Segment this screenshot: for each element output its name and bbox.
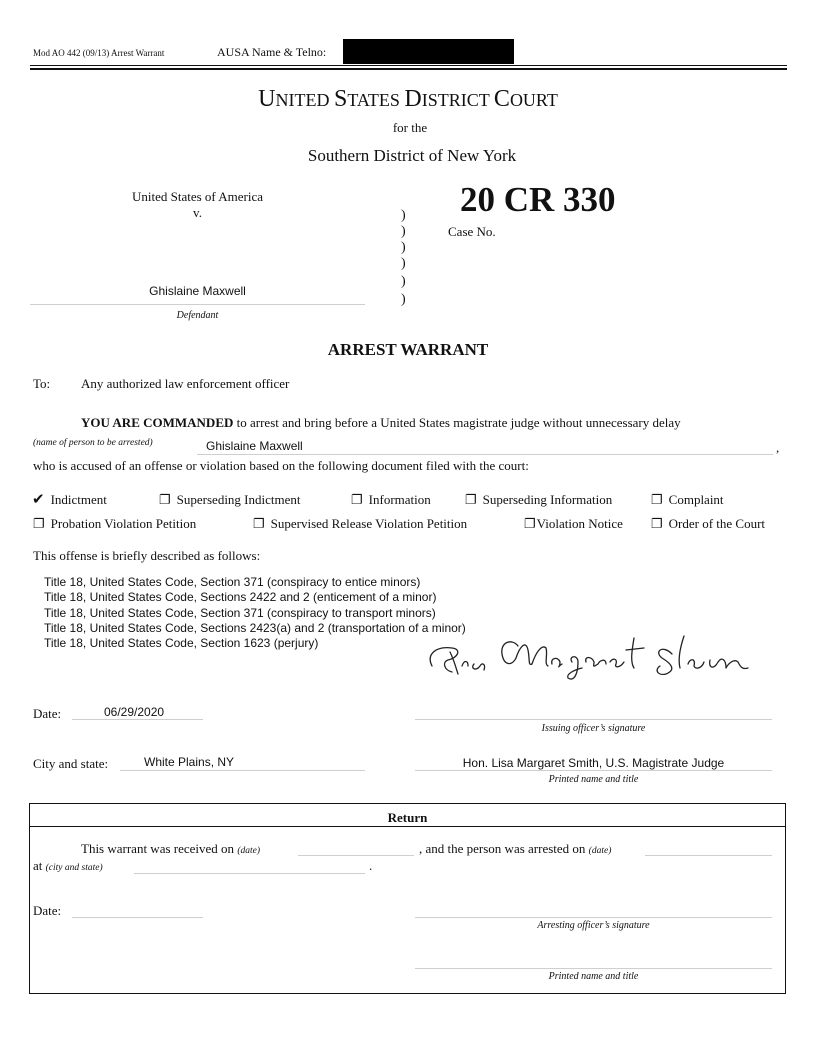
city-state-value: White Plains, NY <box>144 755 235 769</box>
issuing-signature-line <box>415 719 772 720</box>
doc-option-violation-notice[interactable]: ❐Violation Notice <box>524 516 623 531</box>
arrestee-name: Ghislaine Maxwell <box>206 439 303 453</box>
arresting-signature-label: Arresting officer’s signature <box>537 920 650 931</box>
caption-paren: ) <box>401 208 406 223</box>
caption-paren: ) <box>401 292 406 307</box>
issue-date-value: 06/29/2020 <box>104 705 165 719</box>
arrested-text: , and the person was arrested on (date) <box>419 841 612 856</box>
offense-line: Title 18, United States Code, Sections 2423(a) and 2 (transportation of a minor) <box>44 620 466 635</box>
caption-paren: ) <box>401 256 406 271</box>
checkbox-icon: ❐ <box>159 492 171 507</box>
redaction-box <box>343 39 514 64</box>
district-name: Southern District of New York <box>307 146 517 165</box>
return-printed-name-label: Printed name and title <box>548 971 639 982</box>
return-date-line[interactable] <box>72 917 203 918</box>
handwritten-signature <box>422 624 762 684</box>
printed-name-line <box>415 770 772 771</box>
return-printed-name-line[interactable] <box>415 968 772 969</box>
defendant-name: Ghislaine Maxwell <box>149 284 246 298</box>
command-rest: to arrest and bring before a United States magistrate judge without unnecessary delay <box>233 415 681 430</box>
city-state-label: City and state: <box>33 756 109 771</box>
doc-option-superseding-indictment[interactable]: ❐ Superseding Indictment <box>159 492 301 507</box>
return-title-rule <box>29 826 786 827</box>
checkbox-icon: ❐ <box>351 492 363 507</box>
checkbox-icon: ❐ <box>253 516 265 531</box>
arrest-location-period: . <box>369 858 373 873</box>
versus-label: v. <box>193 205 202 220</box>
offense-line: Title 18, United States Code, Section 1623 (perjury) <box>44 636 319 651</box>
doc-option-complaint[interactable]: ❐ Complaint <box>651 492 724 507</box>
doc-option-probation-violation[interactable]: ❐ Probation Violation Petition <box>33 516 197 531</box>
offense-line: Title 18, United States Code, Sections 2422 and 2 (enticement of a minor) <box>44 590 437 605</box>
header-rule-top <box>30 65 787 66</box>
checkbox-icon: ❐ <box>524 516 536 531</box>
offense-line: Title 18, United States Code, Section 371 (conspiracy to transport minors) <box>44 605 436 620</box>
return-title: Return <box>387 810 428 825</box>
case-number: 20 CR 330 <box>460 180 616 219</box>
checkbox-icon: ❐ <box>651 492 663 507</box>
issue-date-line <box>72 719 203 720</box>
case-no-label: Case No. <box>448 224 496 239</box>
court-title: UNITED STATES DISTRICT COURT <box>258 86 558 112</box>
issue-date-label: Date: <box>33 706 62 721</box>
arrest-location-line[interactable] <box>134 873 365 874</box>
command-bold: YOU ARE COMMANDED <box>81 415 234 430</box>
return-date-label: Date: <box>33 903 62 918</box>
defendant-line <box>30 304 365 305</box>
defendant-label: Defendant <box>176 310 219 321</box>
printed-name-value: Hon. Lisa Margaret Smith, U.S. Magistrate Judge <box>462 756 725 770</box>
for-the-label: for the <box>392 120 428 135</box>
document-title: ARREST WARRANT <box>327 340 489 359</box>
form-code: Mod AO 442 (09/13) Arrest Warrant <box>33 48 165 58</box>
checkbox-icon: ❐ <box>33 516 45 531</box>
return-section <box>29 803 786 994</box>
offense-list <box>44 575 466 651</box>
command-paragraph <box>81 415 681 431</box>
header-rule-bottom <box>30 68 787 70</box>
offense-line: Title 18, United States Code, Section 371 (conspiracy to entice minors) <box>44 575 421 589</box>
checkbox-checked-icon: ✔ <box>32 492 45 508</box>
arrestee-name-hint: (name of person to be arrested) <box>33 438 153 448</box>
city-state-line <box>120 770 365 771</box>
received-date-line[interactable] <box>298 855 414 856</box>
caption-paren: ) <box>401 274 406 289</box>
to-label: To: <box>33 376 51 391</box>
arresting-signature-line[interactable] <box>415 917 772 918</box>
received-text: This warrant was received on (date) <box>81 841 260 856</box>
offense-intro: This offense is briefly described as follows: <box>33 548 261 563</box>
checkbox-icon: ❐ <box>651 516 663 531</box>
accused-line: who is accused of an offense or violation based on the following document filed with the court: <box>33 458 529 473</box>
doc-option-information[interactable]: ❐ Information <box>351 492 431 507</box>
arrest-date-line[interactable] <box>645 855 772 856</box>
issuing-signature-label: Issuing officer’s signature <box>541 723 646 734</box>
to-value: Any authorized law enforcement officer <box>81 376 290 391</box>
doc-option-order-of-court[interactable]: ❐ Order of the Court <box>651 516 766 531</box>
arrestee-name-line <box>197 454 773 455</box>
checkbox-icon: ❐ <box>465 492 477 507</box>
ausa-label: AUSA Name & Telno: <box>217 45 327 59</box>
doc-option-superseding-information[interactable]: ❐ Superseding Information <box>465 492 613 507</box>
plaintiff-name: United States of America <box>131 189 264 204</box>
doc-option-supervised-release-violation[interactable]: ❐ Supervised Release Violation Petition <box>253 516 468 531</box>
caption-paren: ) <box>401 240 406 255</box>
arrestee-comma: , <box>776 440 780 455</box>
doc-option-indictment[interactable]: ✔ Indictment <box>32 492 107 508</box>
arrest-location-text: at (city and state) <box>33 858 103 873</box>
printed-name-label: Printed name and title <box>548 774 639 785</box>
caption-paren: ) <box>401 224 406 239</box>
